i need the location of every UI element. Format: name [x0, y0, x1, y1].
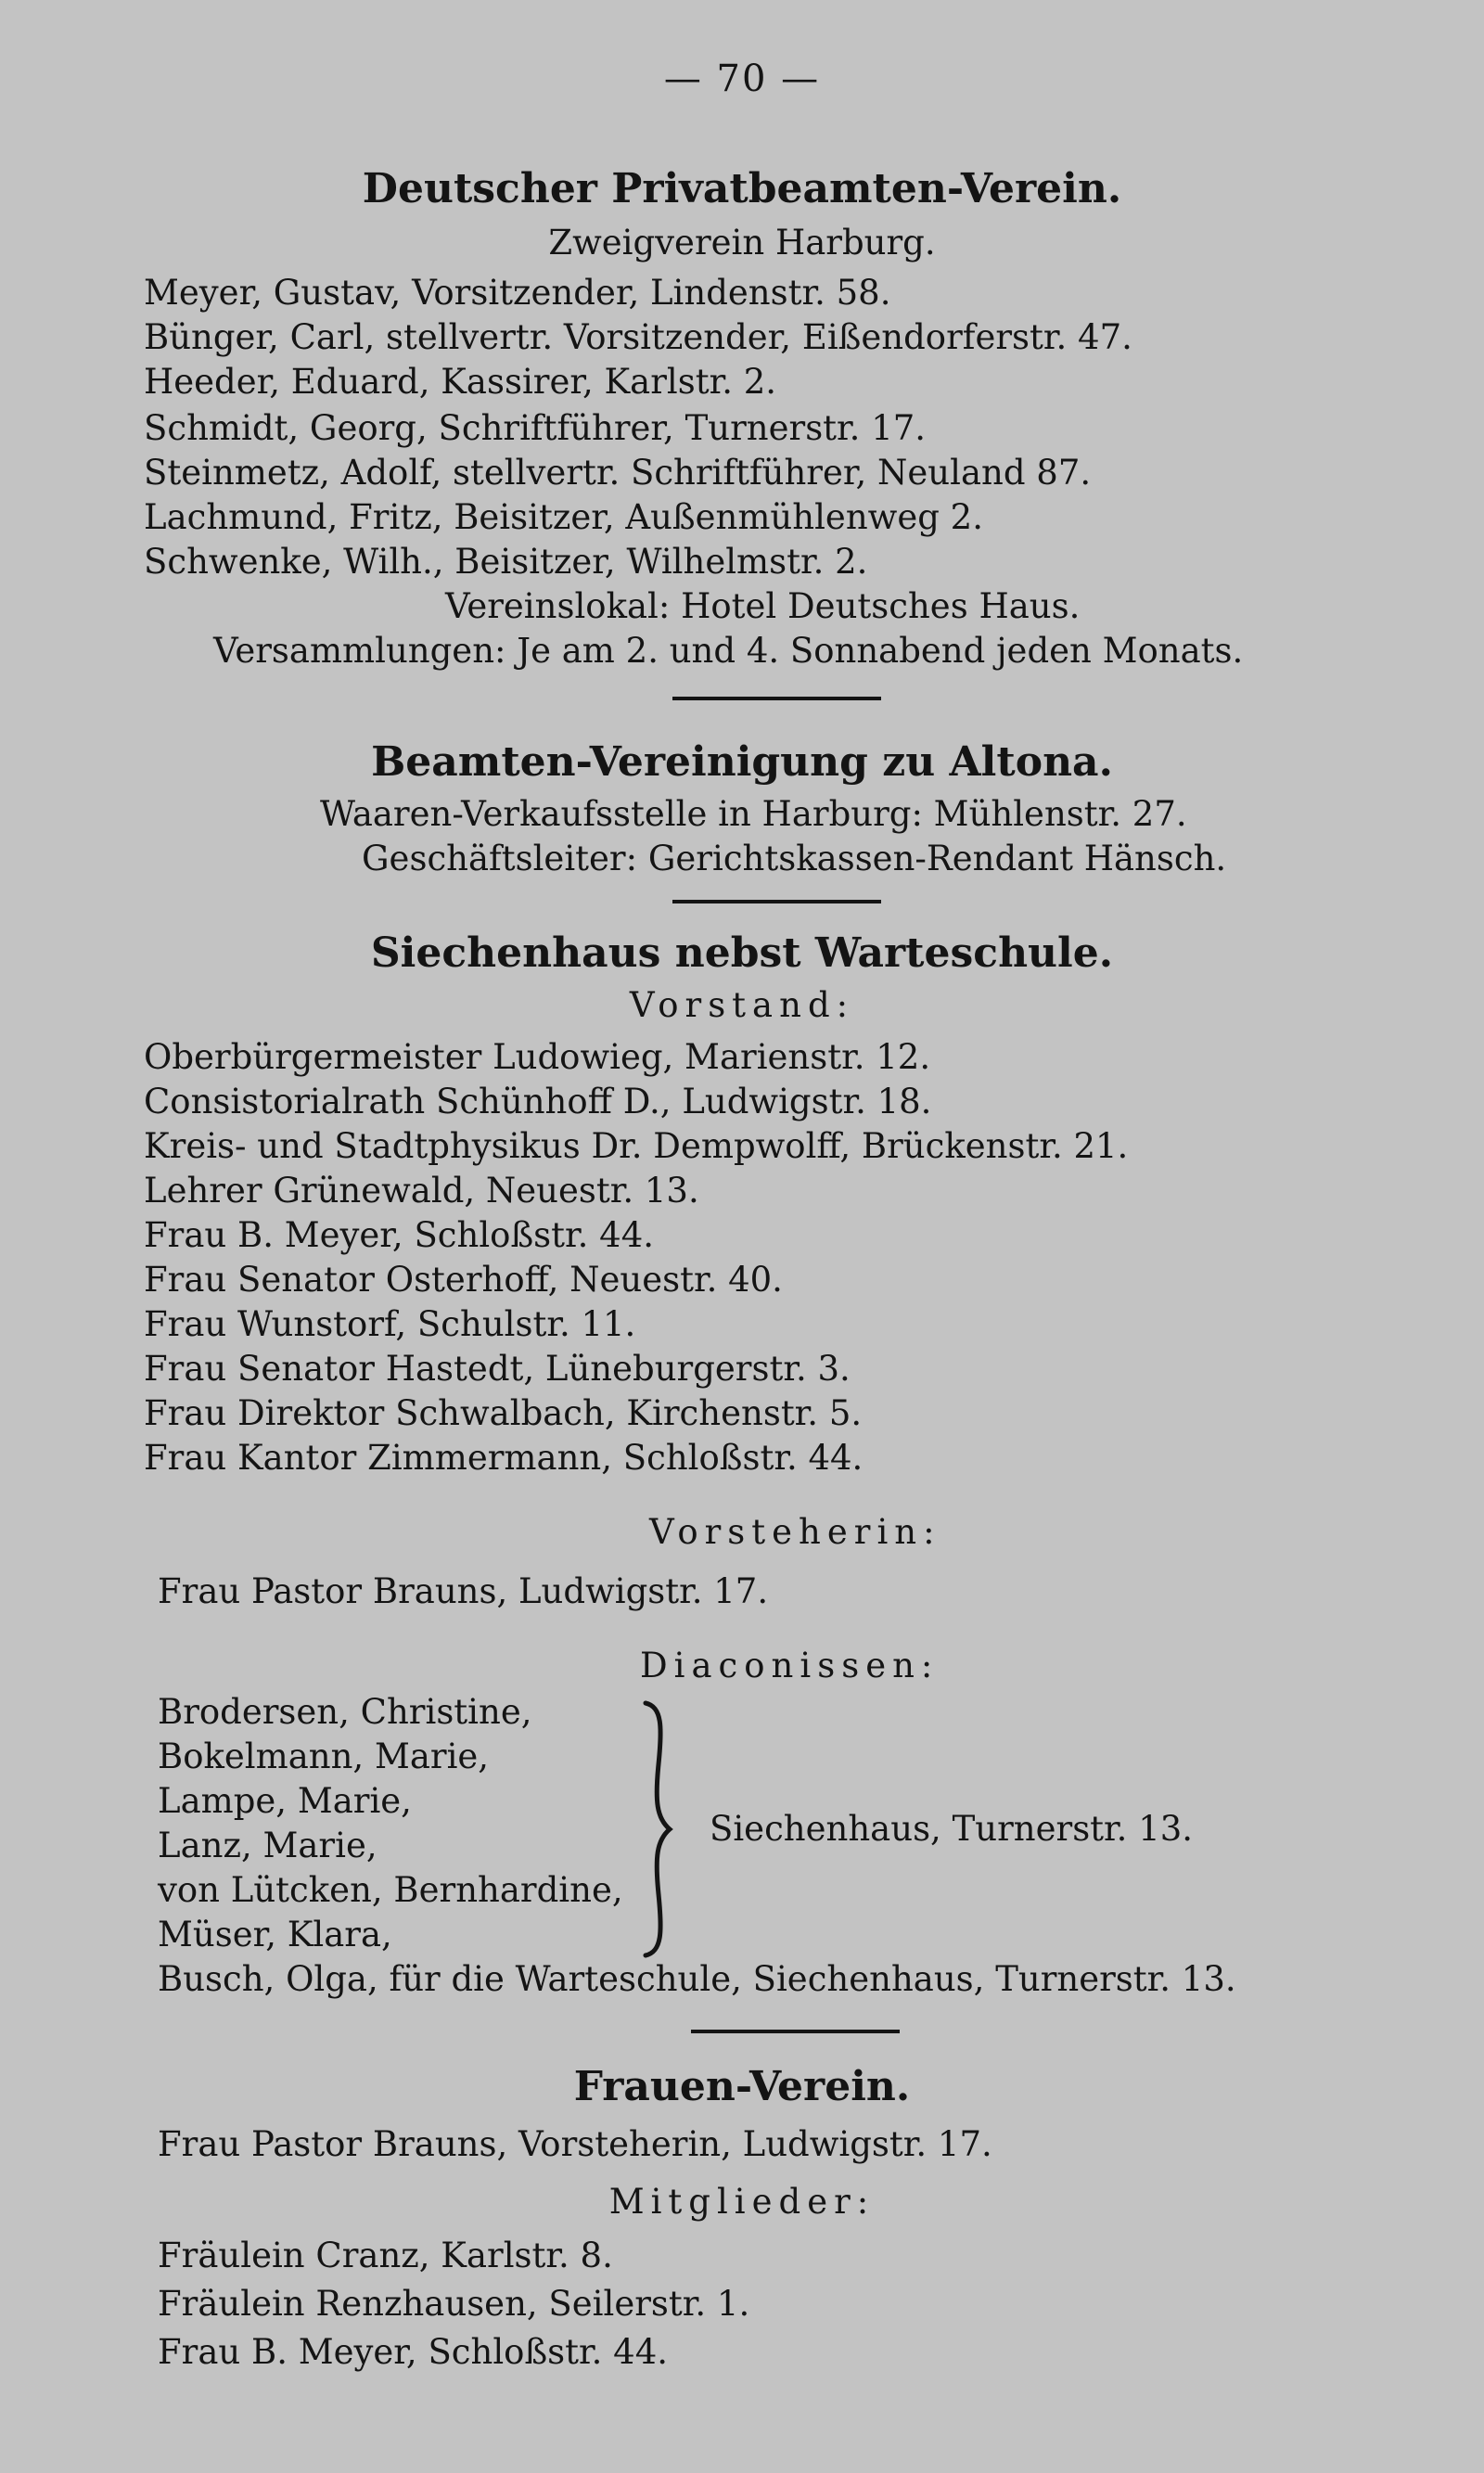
meeting-place: Vereinslokal: Hotel Deutsches Haus.: [445, 586, 1081, 626]
head-heading: Vorsteherin:: [649, 1512, 941, 1552]
board-member: Consistorialrath Schünhoff D., Ludwigstr. 18.: [144, 1082, 932, 1121]
head-person: Frau Pastor Brauns, Ludwigstr. 17.: [158, 1571, 769, 1611]
board-member: Frau Senator Hastedt, Lüneburgerstr. 3.: [144, 1349, 851, 1389]
meeting-times: Versammlungen: Je am 2. und 4. Sonnabend jeden Monats.: [213, 631, 1244, 671]
info-line: Waaren-Verkaufsstelle in Harburg: Mühlenstr. 27.: [320, 794, 1187, 834]
board-member: Oberbürgermeister Ludowieg, Marienstr. 12.: [144, 1037, 931, 1077]
member-line: Lachmund, Fritz, Beisitzer, Außenmühlenweg 2.: [144, 497, 983, 537]
member-line: Heeder, Eduard, Kassirer, Karlstr. 2.: [144, 362, 777, 402]
chair-line: Frau Pastor Brauns, Vorsteherin, Ludwigstr. 17.: [158, 2124, 992, 2164]
board-member: Kreis- und Stadtphysikus Dr. Dempwolff, Brückenstr. 21.: [144, 1126, 1129, 1166]
board-heading: Vorstand:: [629, 985, 855, 1025]
deaconess: Brodersen, Christine,: [158, 1692, 532, 1732]
member-line: Fräulein Renzhausen, Seilerstr. 1.: [158, 2284, 750, 2324]
deaconess: Lampe, Marie,: [158, 1781, 412, 1821]
deaconess-heading: Diaconissen:: [640, 1646, 940, 1685]
member-line: Schmidt, Georg, Schriftführer, Turnerstr. 17.: [144, 408, 927, 448]
member-line: Bünger, Carl, stellvertr. Vorsitzender, Eißendorferstr. 47.: [144, 317, 1132, 357]
section-title-siechenhaus: Siechenhaus nebst Warteschule.: [370, 929, 1114, 977]
deaconess-extra: Busch, Olga, für die Warteschule, Siechenhaus, Turnerstr. 13.: [158, 1959, 1236, 1999]
deaconess: Lanz, Marie,: [158, 1826, 377, 1865]
members-heading: Mitglieder:: [608, 2182, 876, 2222]
section-divider: [672, 900, 881, 903]
page-number: — 70 —: [663, 58, 821, 100]
section-title-beamten-vereinigung: Beamten-Vereinigung zu Altona.: [371, 738, 1113, 786]
section-divider: [691, 2030, 900, 2033]
board-member: Frau B. Meyer, Schloßstr. 44.: [144, 1215, 655, 1255]
info-line: Geschäftsleiter: Gerichtskassen-Rendant Hänsch.: [362, 839, 1227, 878]
brace-icon: [636, 1699, 673, 1959]
deaconess: Müser, Klara,: [158, 1915, 392, 1954]
board-member: Frau Wunstorf, Schulstr. 11.: [144, 1304, 636, 1344]
board-member: Lehrer Grünewald, Neuestr. 13.: [144, 1171, 699, 1211]
board-member: Frau Senator Osterhoff, Neuestr. 40.: [144, 1260, 783, 1300]
section-title-privatbeamten: Deutscher Privatbeamten-Verein.: [362, 165, 1122, 212]
section-subtitle: Zweigverein Harburg.: [548, 223, 936, 263]
section-title-frauen-verein: Frauen-Verein.: [573, 2063, 911, 2110]
deaconess-location: Siechenhaus, Turnerstr. 13.: [710, 1809, 1194, 1849]
board-member: Frau Kantor Zimmermann, Schloßstr. 44.: [144, 1438, 864, 1478]
member-line: Steinmetz, Adolf, stellvertr. Schriftführer, Neuland 87.: [144, 453, 1092, 493]
member-line: Schwenke, Wilh., Beisitzer, Wilhelmstr. 2.: [144, 542, 868, 582]
member-line: Frau B. Meyer, Schloßstr. 44.: [158, 2332, 669, 2372]
section-divider: [672, 697, 881, 700]
deaconess: von Lütcken, Bernhardine,: [158, 1870, 623, 1910]
deaconess: Bokelmann, Marie,: [158, 1736, 490, 1776]
member-line: Meyer, Gustav, Vorsitzender, Lindenstr. 58.: [144, 273, 891, 313]
member-line: Fräulein Cranz, Karlstr. 8.: [158, 2236, 613, 2275]
board-member: Frau Direktor Schwalbach, Kirchenstr. 5.: [144, 1393, 863, 1433]
